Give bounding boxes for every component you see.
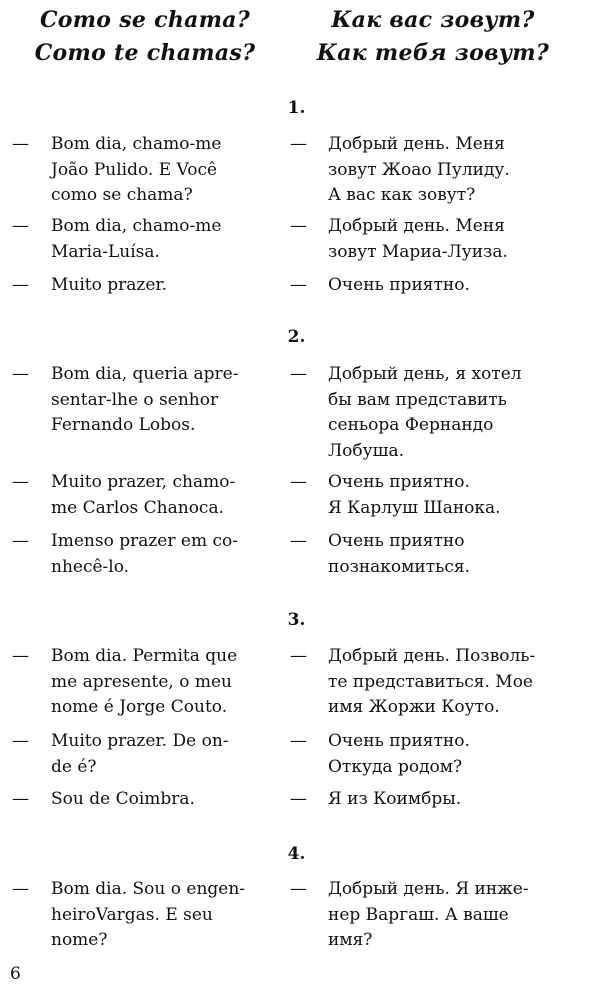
- portuguese-dash: —: [12, 216, 29, 236]
- portuguese-dash: —: [12, 364, 29, 384]
- portuguese-dash: —: [12, 134, 29, 154]
- russian-line: те представиться. Мое: [328, 671, 533, 692]
- portuguese-line: heiroVargas. E seu: [51, 904, 213, 925]
- russian-line: Добрый день, я хотел: [328, 364, 522, 384]
- portuguese-line: Muito prazer. De on-: [51, 731, 229, 751]
- dialogue-number: 3.: [287, 610, 306, 630]
- portuguese-line: sentar-lhe o senhor: [51, 389, 219, 410]
- portuguese-dash: —: [12, 879, 29, 899]
- russian-line: имя Жоржи Коуто.: [328, 697, 500, 717]
- russian-line: Откуда родом?: [328, 756, 463, 777]
- portuguese-line: Bom dia. Permita que: [51, 646, 238, 666]
- russian-title: [298, 4, 568, 70]
- russian-line: Я Карлуш Шанока.: [328, 497, 501, 518]
- portuguese-title-line: Como te chamas?: [34, 40, 256, 66]
- portuguese-line: de é?: [51, 756, 97, 777]
- portuguese-line: nhecê-lo.: [51, 556, 130, 577]
- russian-line: бы вам представить: [328, 389, 507, 410]
- portuguese-line: Bom dia. Sou o engen-: [51, 879, 246, 899]
- portuguese-line: Bom dia, chamo-me: [51, 216, 222, 236]
- russian-dash: —: [290, 134, 307, 154]
- portuguese-line: João Pulido. E Você: [51, 159, 218, 180]
- portuguese-title: [10, 4, 280, 70]
- portuguese-line: Sou de Coimbra.: [51, 789, 195, 809]
- russian-line: Лобуша.: [328, 440, 405, 461]
- portuguese-line: me apresente, o meu: [51, 671, 232, 692]
- russian-line: зовут Мариа-Луиза.: [328, 241, 508, 262]
- dialogue-number: 1.: [287, 98, 306, 118]
- portuguese-line: nome?: [51, 930, 108, 950]
- portuguese-line: Bom dia, chamo-me: [51, 134, 222, 154]
- russian-dash: —: [290, 731, 307, 751]
- russian-line: А вас как зовут?: [328, 185, 476, 205]
- portuguese-line: Fernando Lobos.: [51, 415, 196, 435]
- portuguese-line: nome é Jorge Couto.: [51, 697, 228, 717]
- page-number: 6: [10, 964, 21, 984]
- russian-line: сеньора Фернандо: [328, 415, 494, 435]
- russian-line: имя?: [328, 930, 373, 950]
- russian-line: Очень приятно.: [328, 731, 470, 751]
- portuguese-line: Maria-Luísa.: [51, 241, 160, 262]
- russian-dash: —: [290, 364, 307, 384]
- russian-line: зовут Жоао Пулиду.: [328, 159, 510, 180]
- page-header: [0, 4, 593, 74]
- russian-line: Добрый день. Позволь-: [328, 646, 536, 666]
- portuguese-dash: —: [12, 646, 29, 666]
- dialogue-number: 4.: [287, 844, 306, 864]
- portuguese-line: Muito prazer, chamo-: [51, 472, 236, 492]
- portuguese-line: como se chama?: [51, 185, 193, 205]
- russian-dash: —: [290, 879, 307, 899]
- portuguese-line: me Carlos Chanoca.: [51, 497, 224, 518]
- russian-dash: —: [290, 646, 307, 666]
- russian-dash: —: [290, 275, 307, 295]
- russian-line: нер Варгаш. А ваше: [328, 904, 509, 925]
- portuguese-dash: —: [12, 531, 29, 551]
- russian-dash: —: [290, 789, 307, 809]
- portuguese-dash: —: [12, 731, 29, 751]
- portuguese-line: Muito prazer.: [51, 275, 168, 295]
- portuguese-dash: —: [12, 789, 29, 809]
- portuguese-dash: —: [12, 275, 29, 295]
- russian-dash: —: [290, 472, 307, 492]
- russian-line: Добрый день. Меня: [328, 216, 505, 236]
- russian-line: Добрый день. Меня: [328, 134, 505, 154]
- portuguese-title-line: Como se chama?: [39, 7, 251, 33]
- russian-line: Очень приятно: [328, 531, 465, 551]
- russian-title-line: Как тебя зовут?: [316, 40, 550, 66]
- portuguese-dash: —: [12, 472, 29, 492]
- portuguese-line: Bom dia, queria apre-: [51, 364, 239, 384]
- russian-dash: —: [290, 216, 307, 236]
- russian-line: Очень приятно.: [328, 275, 470, 295]
- russian-line: познакомиться.: [328, 556, 471, 577]
- russian-title-line: Как вас зовут?: [331, 7, 535, 33]
- russian-line: Добрый день. Я инже-: [328, 879, 529, 899]
- dialogue-number: 2.: [287, 327, 306, 347]
- russian-dash: —: [290, 531, 307, 551]
- russian-line: Я из Коимбры.: [328, 789, 462, 809]
- russian-line: Очень приятно.: [328, 472, 470, 492]
- portuguese-line: Imenso prazer em co-: [51, 531, 238, 551]
